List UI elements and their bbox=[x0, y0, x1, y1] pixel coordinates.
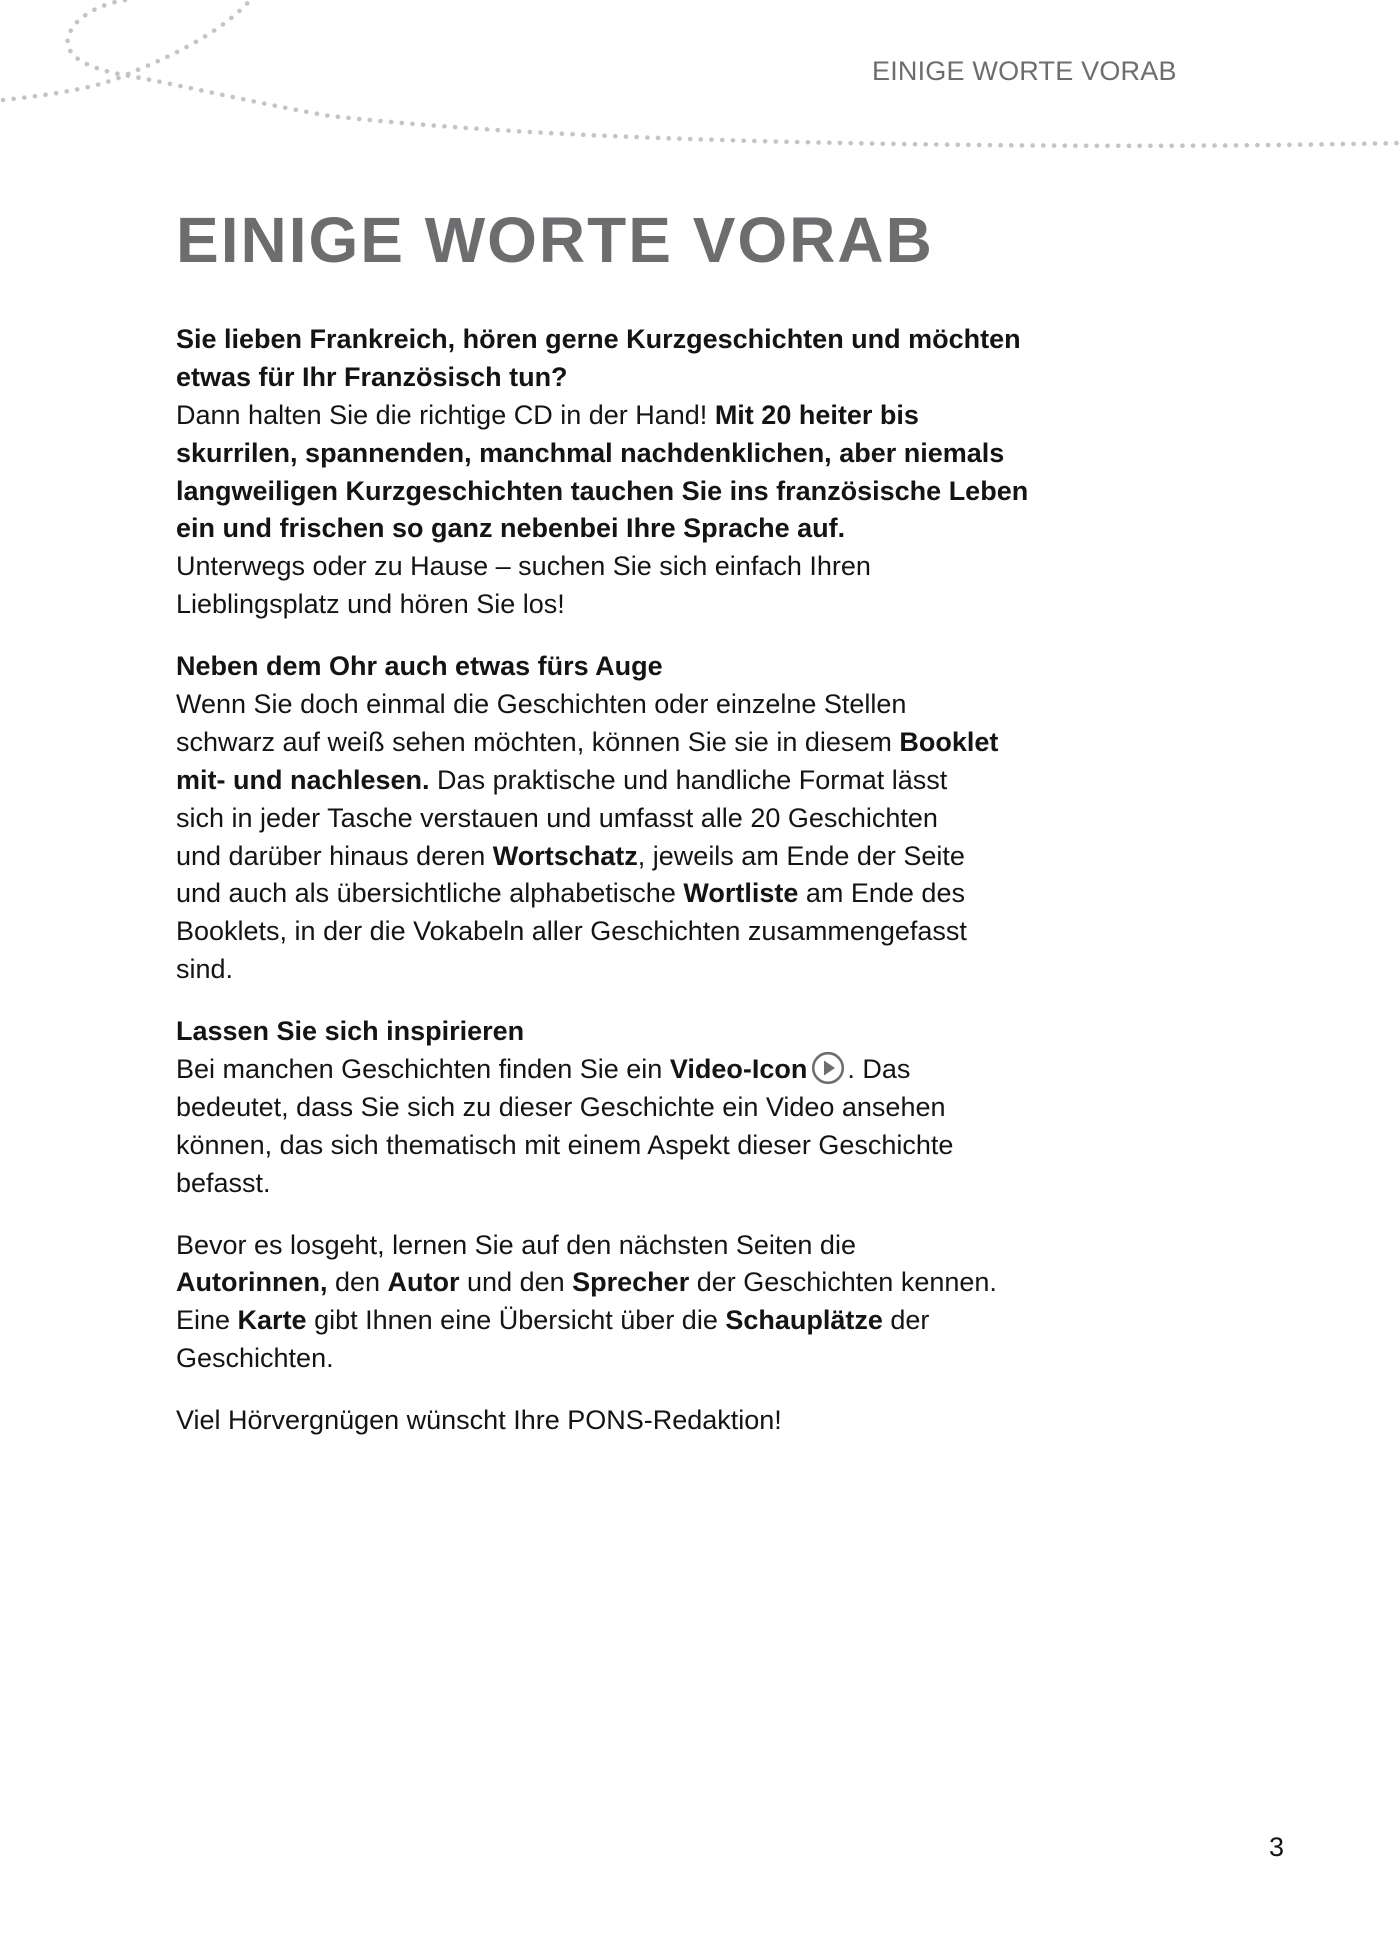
text-line bbox=[176, 586, 1076, 624]
bold-text: etwas für Ihr Französisch tun? bbox=[176, 361, 568, 392]
bold-text: Neben dem Ohr auch etwas fürs Auge bbox=[176, 651, 663, 682]
text-run: Booklets, in der die Vokabeln aller Geschichten zusammengefasst bbox=[176, 916, 967, 947]
bold-text: Video-Icon bbox=[669, 1054, 808, 1085]
text-line bbox=[176, 875, 1076, 913]
text-line bbox=[176, 951, 1076, 989]
text-line bbox=[176, 359, 1076, 397]
text-line bbox=[176, 1227, 1076, 1265]
text-run: und darüber hinaus deren bbox=[176, 840, 493, 871]
text-line bbox=[176, 435, 1076, 473]
text-run: sind. bbox=[176, 954, 234, 985]
bold-text: Autor bbox=[387, 1267, 460, 1298]
text-line bbox=[176, 800, 1076, 838]
text-line bbox=[176, 724, 1076, 762]
text-run: , jeweils am Ende der Seite bbox=[637, 840, 965, 871]
decorative-dotted-swirl bbox=[0, 0, 1400, 200]
text-line bbox=[176, 648, 1076, 686]
text-run: Unterwegs oder zu Hause – suchen Sie sich einfach Ihren bbox=[176, 551, 871, 582]
paragraph bbox=[176, 648, 1076, 989]
bold-text: skurrilen, spannenden, manchmal nachdenklichen, aber niemals bbox=[176, 437, 1005, 468]
page-title: EINIGE WORTE VORAB bbox=[176, 204, 934, 276]
bold-text: Wortliste bbox=[683, 878, 799, 909]
text-line bbox=[176, 1089, 1076, 1127]
paragraph bbox=[176, 1013, 1076, 1202]
text-line bbox=[176, 321, 1076, 359]
text-run: Bevor es losgeht, lernen Sie auf den nächsten Seiten die bbox=[176, 1229, 856, 1260]
text-line bbox=[176, 548, 1076, 586]
bold-text: mit- und nachlesen. bbox=[176, 764, 430, 795]
text-line bbox=[176, 1127, 1076, 1165]
text-run: Bei manchen Geschichten finden Sie ein bbox=[176, 1054, 670, 1085]
text-run: Lieblingsplatz und hören Sie los! bbox=[176, 589, 565, 620]
paragraph bbox=[176, 321, 1076, 624]
bold-text: langweiligen Kurzgeschichten tauchen Sie ins französische Leben bbox=[176, 475, 1029, 506]
text-run: den bbox=[327, 1267, 388, 1298]
text-run: sich in jeder Tasche verstauen und umfasst alle 20 Geschichten bbox=[176, 802, 938, 833]
text-line bbox=[176, 1340, 1076, 1378]
bold-text: Lassen Sie sich inspirieren bbox=[176, 1016, 525, 1047]
text-run: Viel Hörvergnügen wünscht Ihre PONS-Redaktion! bbox=[176, 1405, 782, 1436]
text-run: befasst. bbox=[176, 1167, 271, 1198]
bold-text: ein und frischen so ganz nebenbei Ihre Sprache auf. bbox=[176, 513, 846, 544]
text-run: und den bbox=[459, 1267, 573, 1298]
bold-text: Wortschatz bbox=[492, 840, 638, 871]
text-line bbox=[176, 1013, 1076, 1051]
text-line bbox=[176, 838, 1076, 876]
text-line bbox=[176, 686, 1076, 724]
text-line bbox=[176, 397, 1076, 435]
body-text bbox=[176, 321, 1076, 1464]
text-line bbox=[176, 1051, 1076, 1089]
paragraph bbox=[176, 1227, 1076, 1379]
bold-text: Karte bbox=[237, 1305, 307, 1336]
bold-text: Sie lieben Frankreich, hören gerne Kurzgeschichten und möchten bbox=[176, 324, 1021, 354]
text-run: am Ende des bbox=[798, 878, 965, 909]
text-line bbox=[176, 1264, 1076, 1302]
text-line bbox=[176, 762, 1076, 800]
bold-text: Schauplätze bbox=[725, 1305, 883, 1336]
text-run: Geschichten. bbox=[176, 1343, 334, 1374]
text-run: schwarz auf weiß sehen möchten, können Sie sie in diesem bbox=[176, 726, 900, 757]
bold-text: Booklet bbox=[899, 726, 999, 757]
text-line bbox=[176, 1402, 1076, 1440]
page-number: 3 bbox=[1269, 1832, 1285, 1862]
text-run: der Geschichten kennen. bbox=[689, 1267, 997, 1298]
bold-text: Mit 20 heiter bis bbox=[714, 399, 919, 430]
text-run: Eine bbox=[176, 1305, 238, 1336]
text-run: . Das bbox=[847, 1054, 911, 1085]
text-run: und auch als übersichtliche alphabetische bbox=[176, 878, 684, 909]
text-run: der bbox=[882, 1305, 930, 1336]
text-line bbox=[176, 510, 1076, 548]
text-run: können, das sich thematisch mit einem Aspekt dieser Geschichte bbox=[176, 1129, 954, 1160]
text-line bbox=[176, 913, 1076, 951]
text-line bbox=[176, 473, 1076, 511]
text-line bbox=[176, 1165, 1076, 1203]
text-run: Dann halten Sie die richtige CD in der Hand! bbox=[176, 399, 715, 430]
video-play-icon bbox=[811, 1051, 845, 1085]
running-header: EINIGE WORTE VORAB bbox=[872, 56, 1177, 86]
text-line bbox=[176, 1302, 1076, 1340]
text-run: gibt Ihnen eine Übersicht über die bbox=[306, 1305, 726, 1336]
paragraph bbox=[176, 1402, 1076, 1440]
text-run: Das praktische und handliche Format lässt bbox=[429, 764, 948, 795]
text-run: bedeutet, dass Sie sich zu dieser Geschichte ein Video ansehen bbox=[176, 1091, 946, 1122]
bold-text: Autorinnen, bbox=[176, 1267, 328, 1298]
text-run: Wenn Sie doch einmal die Geschichten oder einzelne Stellen bbox=[176, 689, 907, 720]
bold-text: Sprecher bbox=[572, 1267, 690, 1298]
